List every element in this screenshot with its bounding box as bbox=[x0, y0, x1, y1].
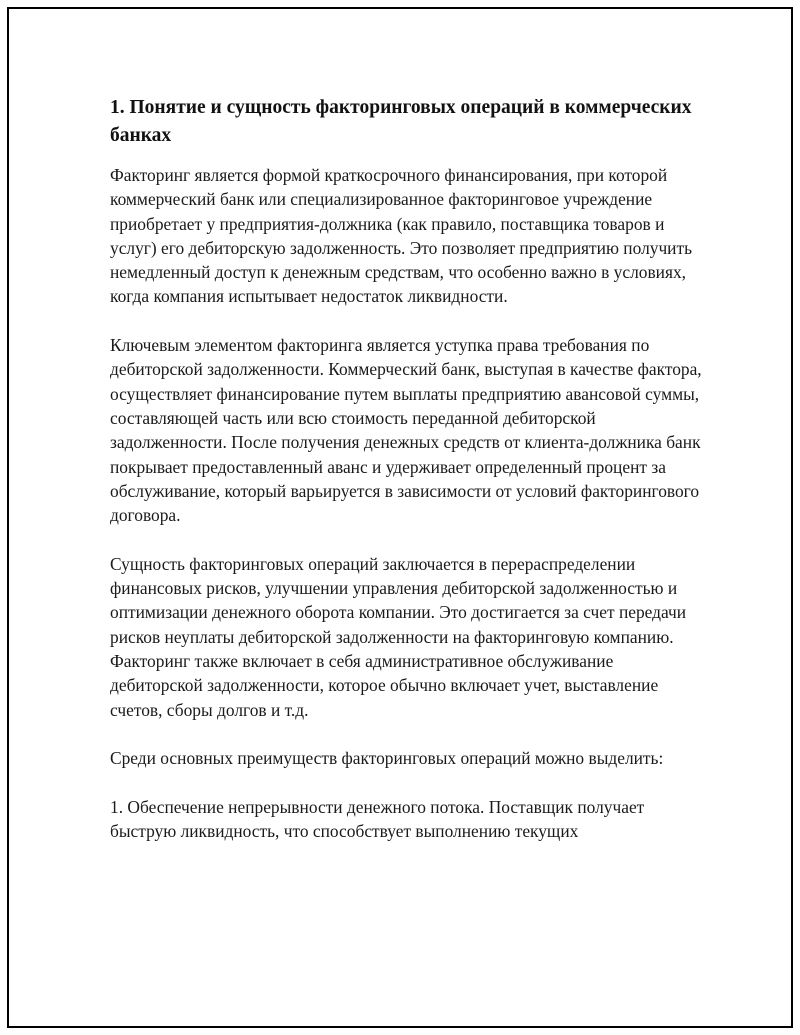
paragraph-3: Сущность факторинговых операций заключается в перераспределении финансовых рисков, улучшении управления дебиторской задолженностью и оптимизации денежного оборота компании. Это достигается за счет передачи рисков неуплаты дебиторской задолженности на факторинговую компанию. Факторинг также включает в себя административное обслуживание дебиторской задолженности, которое обычно включает учет, выставление счетов, сборы долгов и т.д. bbox=[110, 553, 687, 720]
paragraph-1: Факторинг является формой краткосрочного финансирования, при которой коммерческий банк или специализированное факторинговое учреждение приобретает у предприятия-должника (как правило, поставщика товаров и услуг) его дебиторскую задолженность. Это позволяет предприятию получить немедленный доступ к денежным средствам, что особенно важно в условиях, когда компания испытывает недостаток ликвидности. bbox=[110, 165, 693, 307]
document-body bbox=[110, 94, 710, 868]
list-item-1: 1. Обеспечение непрерывности денежного потока. Поставщик получает быструю ликвидность, что способствует выполнению текущих bbox=[110, 796, 645, 842]
section-heading: 1. Понятие и сущность факторинговых операций в коммерческих банках bbox=[110, 97, 692, 146]
paragraph-2: Ключевым элементом факторинга является уступка права требования по дебиторской задолженности. Коммерческий банк, выступая в качестве фактора, осуществляет финансирование путем выплаты предприятию авансовой суммы, составляющей часть или всю стоимость переданной дебиторской задолженности. После получения денежных средств от клиента-должника банк покрывает предоставленный аванс и удерживает определенный процент за обслуживание, который варьируется в зависимости от условий факторингового договора. bbox=[110, 335, 702, 526]
paragraph-4: Среди основных преимуществ факторинговых операций можно выделить: bbox=[110, 748, 664, 769]
